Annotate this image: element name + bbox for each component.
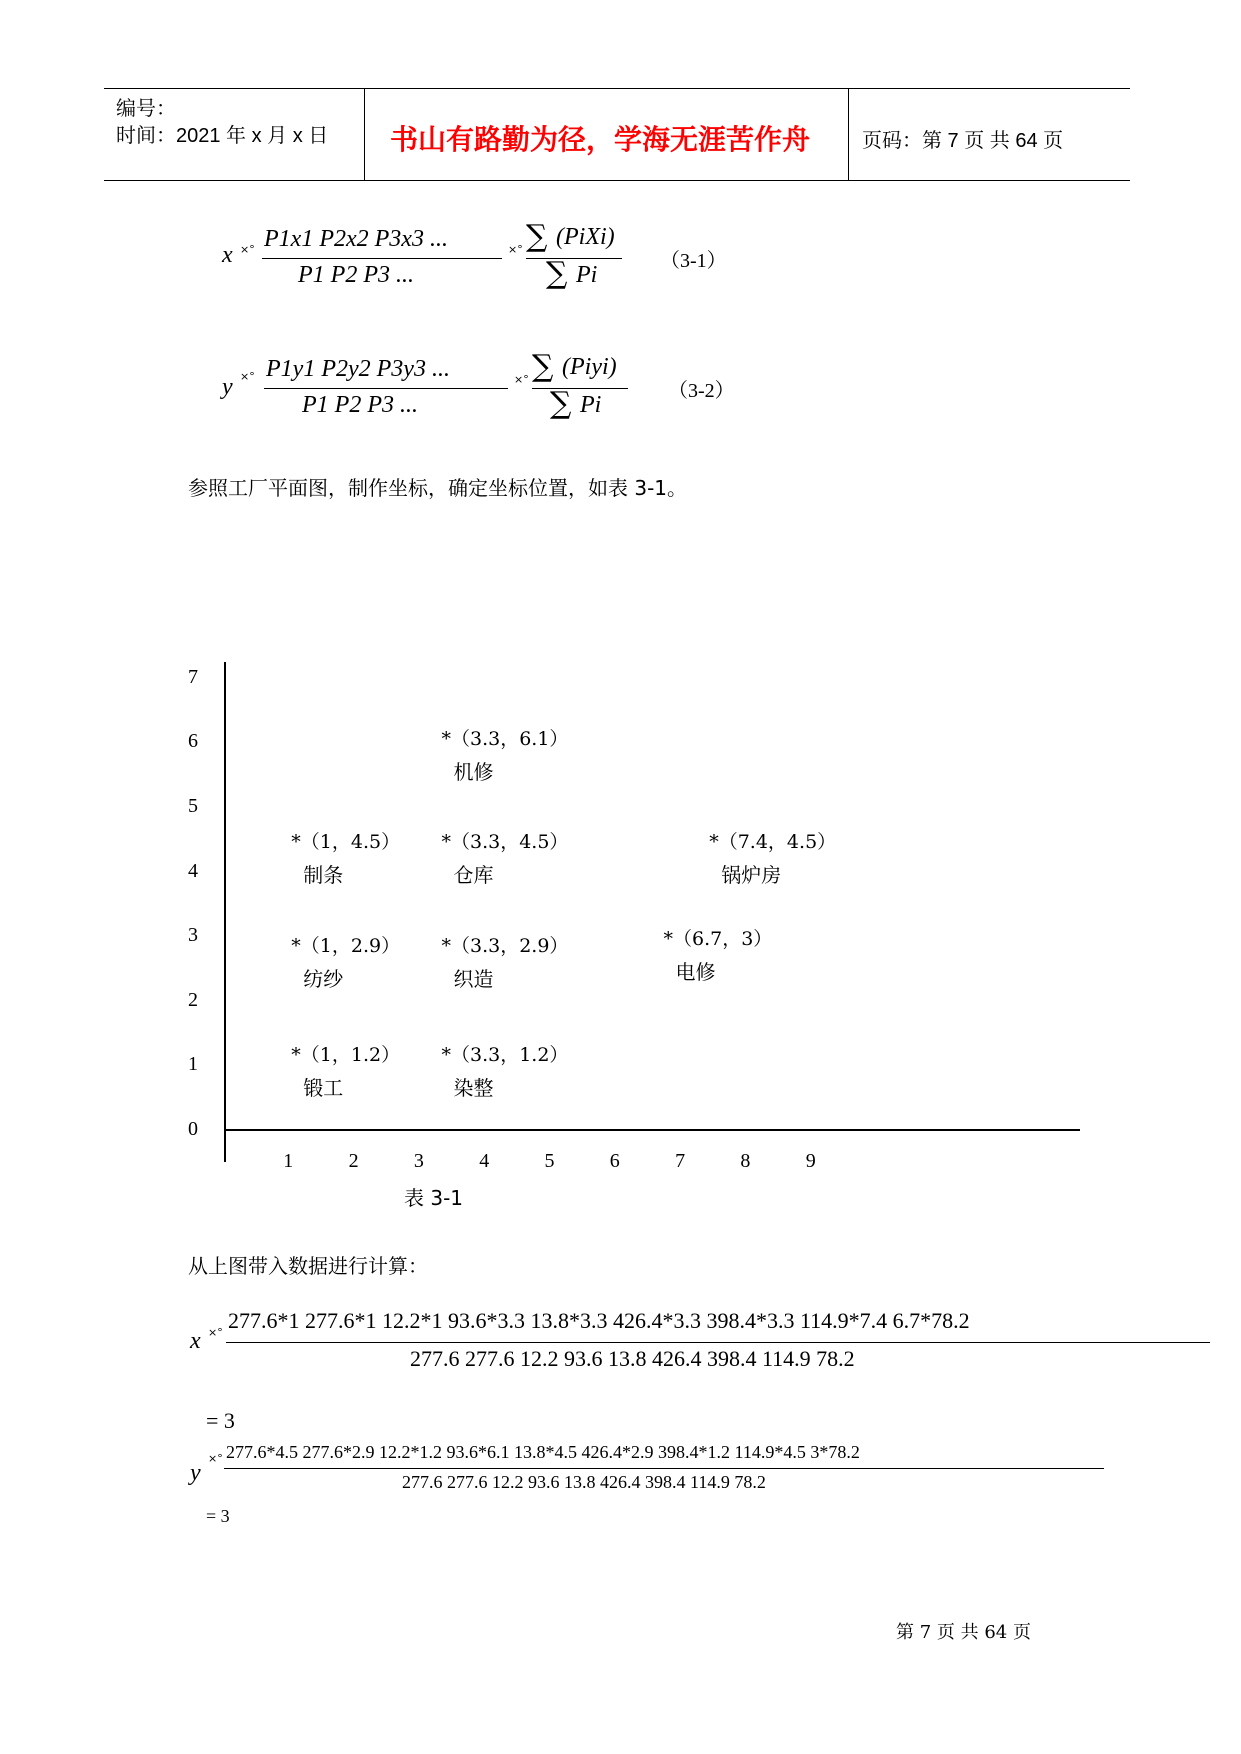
calc-y-mark: ×° — [208, 1452, 223, 1465]
chart-caption: 表 3-1 — [404, 1186, 464, 1210]
x-tick-label: 4 — [479, 1150, 490, 1172]
header-divider-left — [364, 88, 365, 180]
calc-x-mark: ×° — [208, 1326, 223, 1339]
calc-intro: 从上图带入数据进行计算： — [188, 1254, 428, 1278]
formula-x-numerator: P1x1 P2x2 P3x3 ... — [264, 226, 448, 252]
y-tick-label: 2 — [188, 988, 198, 1011]
x-tick-label: 2 — [348, 1150, 359, 1172]
formula-y-sum-bar — [532, 388, 628, 389]
calc-y-denominator: 277.6 277.6 12.2 93.6 13.8 426.4 398.4 114.9 78.2 — [402, 1472, 766, 1492]
x-tick-label: 9 — [805, 1150, 816, 1172]
formula-y-sigma-top: ∑ — [532, 349, 554, 384]
x-tick-label: 6 — [609, 1150, 620, 1172]
point-name: 纺纱 — [303, 966, 344, 991]
formula-y-eq-number: （3-2） — [668, 380, 735, 402]
formula-y-lhs: y — [222, 374, 233, 400]
point-name: 制条 — [303, 863, 344, 888]
calc-y-numerator: 277.6*4.5 277.6*2.9 12.2*1.2 93.6*6.1 13.8*4.5 426.4*2.9 398.4*1.2 114.9*4.5 3*78.2 — [226, 1442, 860, 1462]
formula-x-sigma-bottom: ∑ — [546, 256, 568, 291]
intro-paragraph: 参照工厂平面图，制作坐标，确定坐标位置，如表 3-1。 — [188, 476, 688, 500]
point-coordinate: *（3.3，1.2） — [441, 1044, 569, 1067]
x-tick-label: 3 — [413, 1150, 424, 1172]
header-page-code: 页码：第 7 页 共 64 页 — [862, 130, 1064, 152]
x-tick-label: 1 — [283, 1150, 294, 1172]
formula-x-mark2: ×° — [508, 243, 523, 256]
y-tick-label: 5 — [188, 795, 198, 817]
chart-x-axis — [224, 1129, 1080, 1131]
y-tick-label: 0 — [188, 1118, 198, 1140]
formula-x-eq-number: （3-1） — [660, 250, 727, 272]
calc-x-fraction-bar — [226, 1342, 1210, 1343]
point-coordinate: *（3.3，6.1） — [441, 727, 569, 750]
point-coordinate: *（1，4.5） — [291, 831, 401, 854]
formula-y-denominator: P1 P2 P3 ... — [302, 392, 418, 418]
point-name: 电修 — [675, 960, 716, 985]
calc-x-result: = 3 — [206, 1408, 235, 1433]
page-footer: 第 7 页 共 64 页 — [896, 1622, 1031, 1643]
point-name: 染整 — [453, 1076, 494, 1101]
formula-y-sum-den: Pi — [580, 392, 602, 418]
formula-y-numerator: P1y1 P2y2 P3y3 ... — [266, 356, 450, 382]
header-top-rule — [104, 88, 1130, 89]
point-name: 织造 — [453, 966, 494, 991]
formula-x-sum-num: (PiXi) — [556, 224, 615, 250]
point-coordinate: *（3.3，2.9） — [441, 934, 569, 957]
calc-y-result: = 3 — [206, 1506, 230, 1526]
header-divider-right — [848, 88, 849, 180]
point-name: 锻工 — [303, 1076, 344, 1101]
formula-x-fraction-bar — [262, 258, 502, 259]
calc-y-lhs: y — [190, 1460, 201, 1486]
point-name: 仓库 — [453, 863, 494, 888]
formula-x-sigma-top: ∑ — [526, 219, 548, 254]
y-tick-label: 4 — [188, 859, 198, 882]
calc-x-lhs: x — [190, 1328, 201, 1354]
x-tick-label: 7 — [675, 1150, 686, 1172]
chart-y-axis — [224, 662, 226, 1162]
formula-x-sum-den: Pi — [576, 262, 598, 288]
point-name: 机修 — [453, 759, 494, 784]
point-coordinate: *（1，2.9） — [291, 934, 401, 957]
formula-x-mark1: ×° — [240, 243, 255, 256]
y-tick-label: 3 — [188, 924, 198, 947]
x-tick-label: 8 — [740, 1150, 751, 1172]
point-coordinate: *（1，1.2） — [291, 1044, 401, 1067]
header-bottom-rule — [104, 180, 1130, 181]
point-coordinate: *（7.4，4.5） — [709, 831, 837, 854]
calc-y-fraction-bar — [224, 1468, 1104, 1469]
y-tick-label: 1 — [188, 1053, 198, 1076]
formula-x-denominator: P1 P2 P3 ... — [298, 262, 414, 288]
y-tick-label: 6 — [188, 730, 198, 753]
y-tick-label: 7 — [188, 665, 198, 688]
header-time-label: 时间：2021 年 x 月 x 日 — [116, 125, 329, 147]
formula-x-sum-bar — [526, 258, 622, 259]
point-name: 锅炉房 — [721, 863, 782, 888]
calc-x-numerator: 277.6*1 277.6*1 12.2*1 93.6*3.3 13.8*3.3 426.4*3.3 398.4*3.3 114.9*7.4 6.7*78.2 — [228, 1308, 970, 1333]
formula-y-fraction-bar — [264, 388, 508, 389]
formula-y-mark2: ×° — [514, 373, 529, 386]
x-tick-label: 5 — [544, 1150, 555, 1172]
formula-x-lhs: x — [222, 242, 233, 268]
header-number-label: 编号： — [116, 98, 176, 120]
point-coordinate: *（3.3，4.5） — [441, 831, 569, 854]
point-coordinate: *（6.7，3） — [663, 928, 773, 951]
formula-y-sigma-bottom: ∑ — [550, 386, 572, 421]
formula-y-sum-num: (Piyi) — [562, 354, 617, 380]
header-motto: 书山有路勤为径，学海无涯苦作舟 — [390, 123, 811, 156]
calc-x-denominator: 277.6 277.6 12.2 93.6 13.8 426.4 398.4 114.9 78.2 — [410, 1346, 855, 1371]
formula-y-mark1: ×° — [240, 370, 255, 383]
